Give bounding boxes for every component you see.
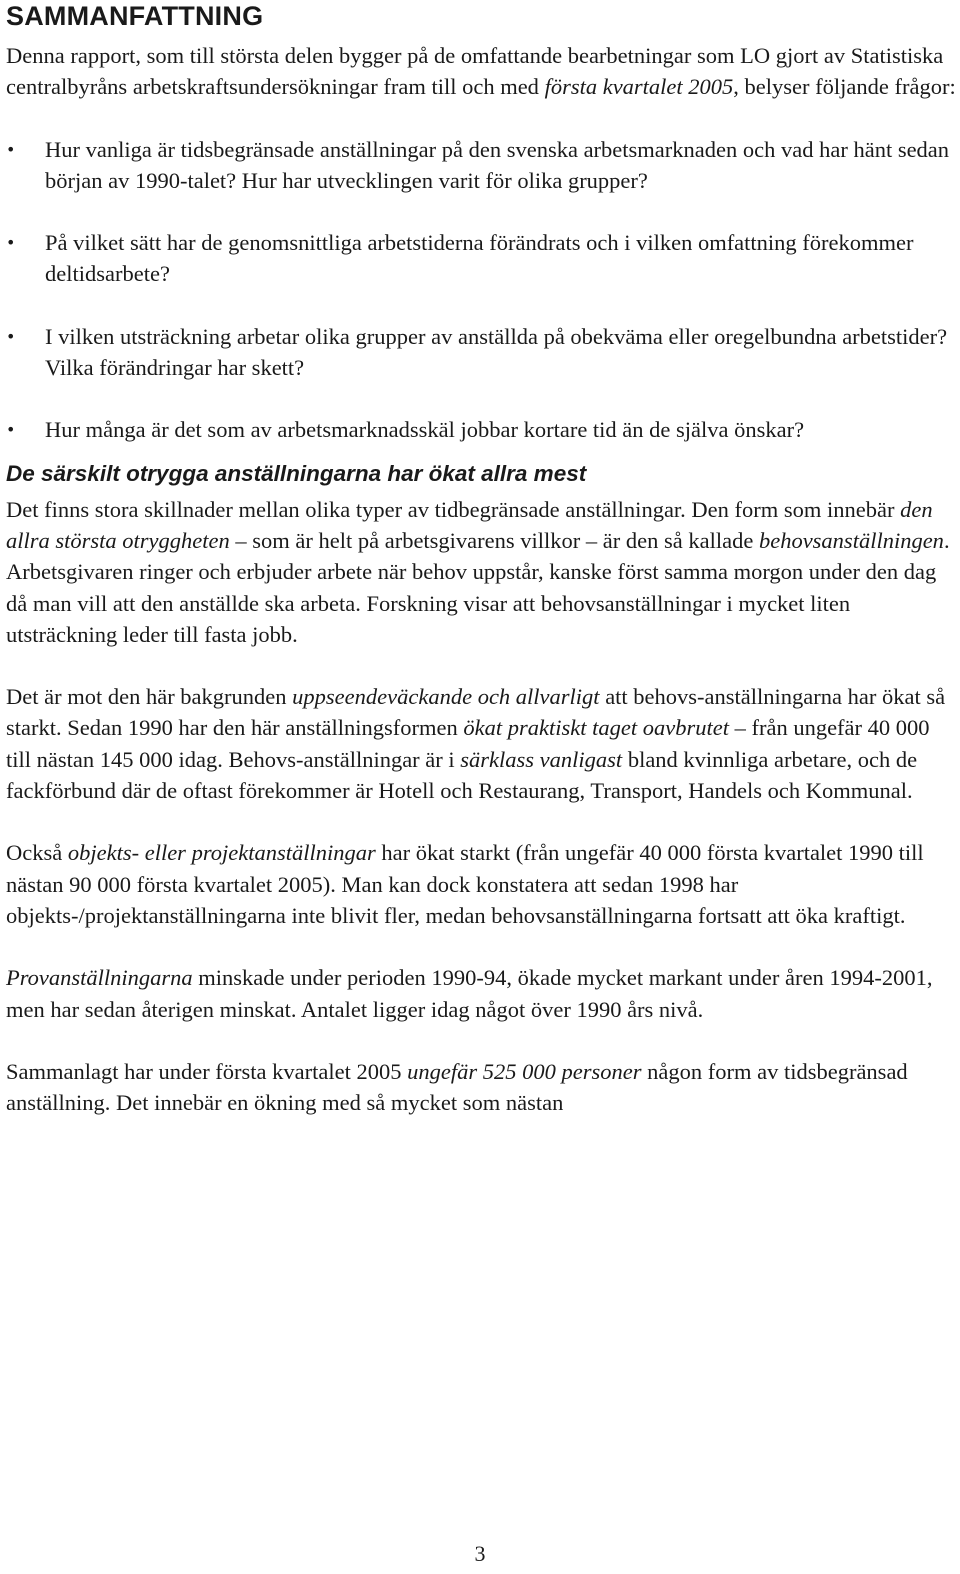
emphasis-run: den allra största otryggheten [6,496,933,553]
emphasis-run: särklass vanligast [460,746,623,772]
intro-text-1: Denna rapport, som till största delen bygger på de omfattande bearbetningar som LO gjort av Statistiska centralbyråns arbetskraftsundersökningar fram till och med [6,43,944,100]
section-heading: De särskilt otrygga anställningarna har ökat allra mest [6,460,587,486]
emphasis-run: objekts- eller projektanställningar [67,840,376,866]
text-run: bland kvinnliga arbetare, och de fackförbund där de oftast förekommer är Hotell och Restaurang, Transport, Handels och Kommunal. [6,746,918,804]
page-title: SAMMANFATTNING [6,1,264,31]
emphasis-run: ökat praktiskt taget oavbrutet [463,715,729,741]
paragraph-bakgrund [6,681,956,806]
page-number: 3 [474,1541,486,1566]
paragraph-behovsanstallning [6,494,956,650]
paragraph-projektanstallning [6,837,956,931]
emphasis-run: uppseendeväckande och allvarligt [292,684,600,710]
text-run: Det finns stora skillnader mellan olika typer av tidbegränsade anställningar. Den form som innebär [6,496,901,522]
paragraph-provanstallning [6,962,956,1025]
question-item [6,414,956,445]
text-run: . Arbetsgivaren ringer och erbjuder arbete när behov uppstår, kanske först samma morgon under den dag då man vill att den anställde ska arbeta. Forskning visar att behovsanställningar i mycket liten utsträckning leder till fasta jobb. [6,527,950,647]
question-list [6,134,956,446]
text-run: – som är helt på arbetsgivarens villkor – är den så kallade [229,527,759,553]
intro-text-2: , belyser följande frågor: [733,74,956,100]
question-item [6,321,956,384]
bullet-icon: • [6,326,16,346]
text-run: Också [6,840,68,866]
document-page [6,0,956,1118]
emphasis-run: behovsanställningen [758,527,944,553]
intro-paragraph [6,40,956,103]
text-run: Sammanlagt har under första kvartalet 2005 [6,1058,408,1084]
question-text: Hur vanliga är tidsbegränsade anställningar på den svenska arbetsmarknaden och vad har hänt sedan början av 1990-talet? Hur har utvecklingen varit för olika grupper? [45,136,950,193]
intro-emphasis: första kvartalet 2005 [544,74,734,100]
text-run: har ökat starkt (från ungefär 40 000 första kvartalet 1990 till nästan 90 000 första kvartalet 2005). Man kan dock konstatera att sedan 1998 har objekts-/projektanställningarna inte blivit fler, medan behovsanställningarna fortsatt att öka kraftigt. [6,840,924,928]
text-run: någon form av tidsbegränsad anställning. Det innebär en ökning med så mycket som nästan [6,1058,908,1116]
question-item [6,227,956,290]
paragraph-sammanlagt [6,1056,956,1119]
text-run: att behovs-anställningarna har ökat så starkt. Sedan 1990 har den här anställningsformen [6,684,946,741]
bullet-icon: • [6,420,16,440]
emphasis-run: ungefär 525 000 personer [407,1058,642,1084]
bullet-icon: • [6,233,16,253]
question-text: På vilket sätt har de genomsnittliga arbetstiderna förändrats och i vilken omfattning förekommer deltidsarbete? [45,230,914,287]
question-text: I vilken utsträckning arbetar olika grupper av anställda på obekväma eller oregelbundna arbetstider? Vilka förändringar har skett? [45,323,948,381]
text-run: Det är mot den här bakgrunden [6,684,293,710]
emphasis-run: Provanställningarna [6,965,193,991]
text-run: – från ungefär 40 000 till nästan 145 000 idag. Behovs-anställningar är i [6,715,930,772]
question-item [6,134,956,197]
text-run: minskade under perioden 1990-94, ökade mycket markant under åren 1994-2001, men har sedan återigen minskat. Antalet ligger idag något över 1990 års nivå. [6,965,933,1022]
bullet-icon: • [6,139,16,159]
question-text: Hur många är det som av arbetsmarknadsskäl jobbar kortare tid än de själva önskar? [45,417,805,443]
